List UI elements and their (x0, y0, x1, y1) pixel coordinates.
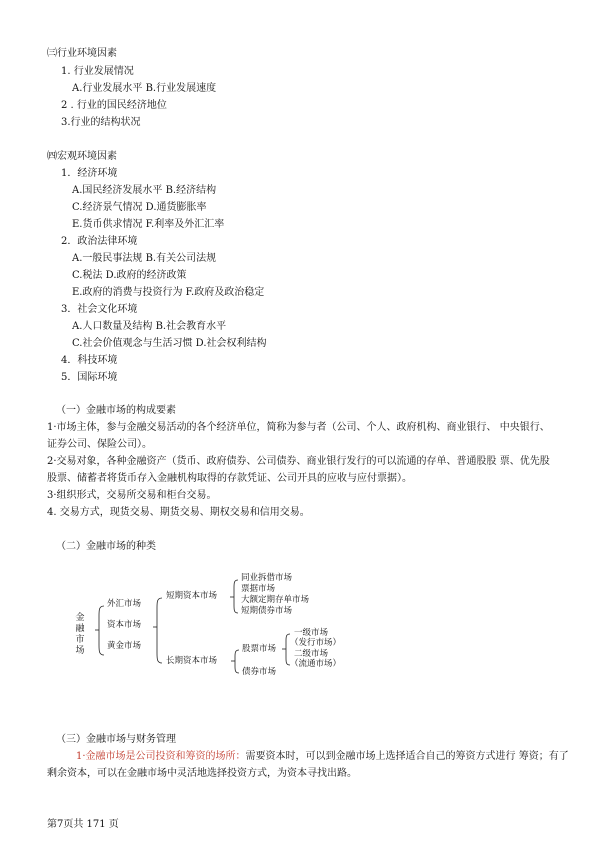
diagram-node-long-term: 长期资本市场 (166, 656, 218, 666)
diagram-node-bond: 债券市场 (242, 667, 277, 677)
bracket-capital (157, 598, 162, 663)
paragraph-line: 4. 交易方式，现货交易、期货交易、期权交易和信用交易。 (47, 507, 310, 518)
section-title-industry: ㈢行业环境因素 (47, 48, 117, 59)
diagram-node-primary: 一级市场 (294, 628, 329, 638)
list-item: 3.行业的结构状况 (61, 117, 141, 128)
diagram-node-bills: 票据市场 (241, 584, 276, 594)
highlight-text: 1·金融市场是公司投资和筹资的场所： (76, 751, 246, 762)
list-item: 4．科技环境 (61, 355, 118, 366)
bracket-long-term (235, 650, 239, 673)
diagram-root-label (73, 613, 87, 657)
section-title-management: （三）金融市场与财务管理 (56, 734, 176, 745)
diagram-node-short-term: 短期资本市场 (166, 591, 218, 601)
list-item: 3．社会文化环境 (61, 304, 138, 315)
paragraph-line: 剩余资本，可以在金融市场中灵活地选择投资方式，为资本寻找出路。 (47, 768, 357, 779)
list-subitem: E.政府的消费与投资行为 F.政府及政治稳定 (72, 287, 265, 298)
paragraph-line: 2·交易对象，各种金融资产（货币、政府债券、公司债券、商业银行发行的可以流通的存单、普通股股 票、优先股 (47, 456, 550, 467)
diagram-node-primary-note: （发行市场） (290, 638, 342, 648)
diagram-node-short-bonds: 短期债券市场 (241, 606, 293, 616)
bracket-short-term (234, 580, 238, 613)
paragraph-line (76, 748, 569, 765)
paragraph-line: 股票、储蓄者将货币存入金融机构取得的存款凭证、公司开具的应收与应付票据）。 (47, 473, 412, 484)
paragraph-line: 1·市场主体，参与金融交易活动的各个经济单位，简称为参与者（公司、个人、政府机构、商业银行、 中央银行、 (47, 422, 550, 433)
list-item: 1. 行业发展情况 (61, 66, 134, 77)
list-item: 1．经济环境 (61, 168, 118, 179)
paragraph-text: 需要资本时，可以到金融市场上选择适合自己的筹资方式进行 筹资；有了 (245, 751, 569, 762)
diagram-root-line2: 市场 (75, 635, 85, 656)
section-title-components: （一）金融市场的构成要素 (56, 405, 176, 416)
diagram-node-gold: 黄金市场 (107, 641, 142, 651)
list-subitem: C.税法 D.政府的经济政策 (72, 270, 187, 281)
list-item: 5．国际环境 (61, 372, 118, 383)
list-subitem: C.经济景气情况 D.通货膨胀率 (72, 202, 207, 213)
diagram-node-interbank: 同业拆借市场 (241, 573, 293, 583)
diagram-node-stock: 股票市场 (242, 644, 277, 654)
diagram-root-line1: 金融 (75, 613, 85, 634)
section-title-macro: ㈣宏观环境因素 (47, 151, 117, 162)
diagram-node-capital: 资本市场 (107, 620, 142, 630)
list-subitem: A.行业发展水平 B.行业发展速度 (72, 83, 217, 94)
list-subitem: A.国民经济发展水平 B.经济结构 (72, 185, 217, 196)
diagram-node-cd: 大额定期存单市场 (241, 595, 310, 605)
list-item: 2．政治法律环境 (61, 236, 138, 247)
diagram-node-forex: 外汇市场 (107, 599, 142, 609)
bracket-root (99, 606, 104, 655)
list-subitem: A.人口数量及结构 B.社会教育水平 (72, 321, 227, 332)
section-title-types: （二）金融市场的种类 (56, 541, 156, 552)
page-number: 第7页共 171 页 (47, 819, 119, 830)
list-subitem: E.货币供求情况 F.利率及外汇汇率 (72, 219, 225, 230)
list-subitem: A.一般民事法规 B.有关公司法规 (72, 253, 217, 264)
list-item: 2 . 行业的国民经济地位 (61, 100, 167, 111)
paragraph-line: 证券公司、保险公司）。 (47, 439, 152, 450)
list-subitem: C.社会价值观念与生活习惯 D.社会权利结构 (72, 338, 267, 349)
paragraph-line: 3·组织形式，交易所交易和柜台交易。 (47, 490, 217, 501)
diagram-node-secondary-note: （流通市场） (290, 659, 342, 669)
diagram-node-secondary: 二级市场 (294, 649, 329, 659)
